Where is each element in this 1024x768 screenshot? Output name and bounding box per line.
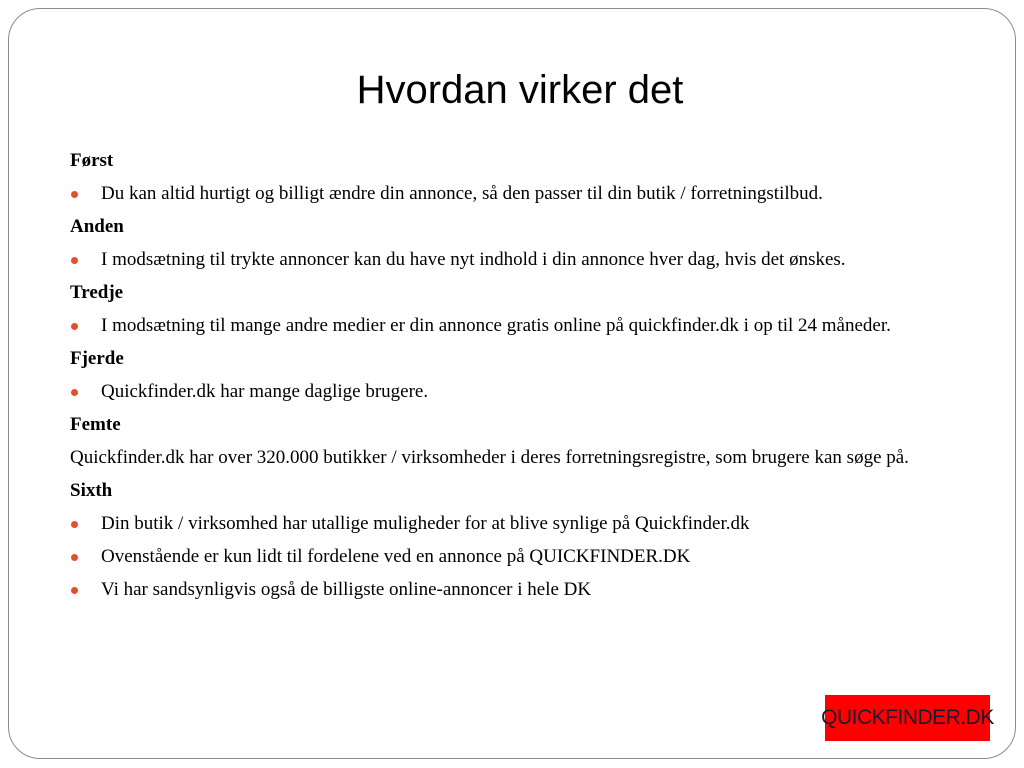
section-paragraph: Quickfinder.dk har over 320.000 butikker / virksomheder i deres forretningsregistre, som brugere kan søge på. <box>70 447 909 468</box>
bullet-dot-icon <box>71 521 78 528</box>
bullet-item <box>70 182 965 206</box>
section-heading-fifth: Femte <box>70 414 121 435</box>
bullet-item <box>70 512 965 536</box>
bullet-text: Du kan altid hurtigt og billigt ændre din annonce, så den passer til din butik / forretningstilbud. <box>101 183 823 204</box>
bullet-dot-icon <box>71 191 78 198</box>
slide-body <box>70 149 965 611</box>
bullet-item <box>70 578 965 602</box>
bullet-item <box>70 380 965 404</box>
bullet-dot-icon <box>71 587 78 594</box>
bullet-item <box>70 248 965 272</box>
bullet-dot-icon <box>71 323 78 330</box>
bullet-item <box>70 545 965 569</box>
section-heading-third: Tredje <box>70 282 124 303</box>
section-heading-second: Anden <box>70 216 124 237</box>
section-heading-sixth: Sixth <box>70 480 113 501</box>
bullet-item <box>70 314 965 338</box>
logo-text: QUICKFINDER.DK <box>821 706 994 729</box>
bullet-text: Din butik / virksomhed har utallige muligheder for at blive synlige på Quickfinder.dk <box>101 513 750 534</box>
section-heading-first: Først <box>70 150 114 171</box>
bullet-text: I modsætning til trykte annoncer kan du have nyt indhold i din annonce hver dag, hvis det ønskes. <box>101 249 846 270</box>
quickfinder-logo <box>821 695 994 741</box>
bullet-text: Vi har sandsynligvis også de billigste online-annoncer i hele DK <box>101 579 592 600</box>
bullet-text: Quickfinder.dk har mange daglige brugere. <box>101 381 429 402</box>
bullet-dot-icon <box>71 389 78 396</box>
bullet-text: Ovenstående er kun lidt til fordelene ved en annonce på QUICKFINDER.DK <box>101 546 691 567</box>
bullet-dot-icon <box>71 257 78 264</box>
slide-title: Hvordan virker det <box>356 68 684 112</box>
bullet-dot-icon <box>71 554 78 561</box>
section-heading-fourth: Fjerde <box>70 348 124 369</box>
bullet-text: I modsætning til mange andre medier er din annonce gratis online på quickfinder.dk i op til 24 måneder. <box>101 315 891 336</box>
